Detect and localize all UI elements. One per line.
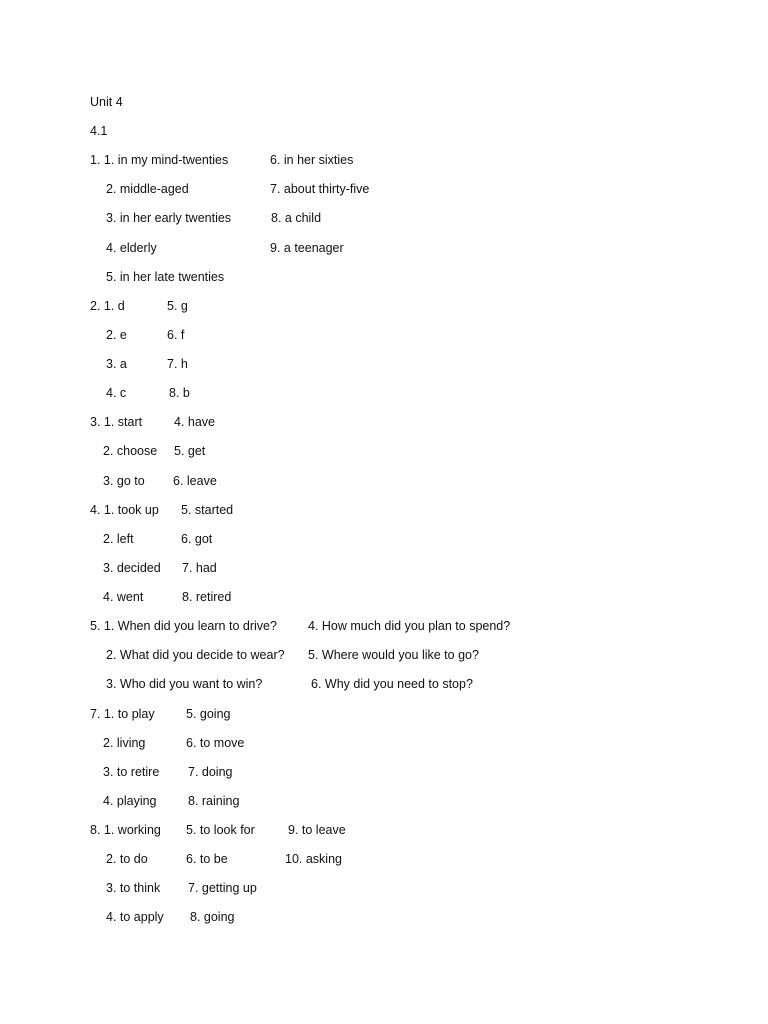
answer-line: 2. left <box>103 532 134 546</box>
answer-line: 8. retired <box>182 590 232 604</box>
answer-line: 4. c <box>106 386 127 400</box>
answer-line: 5. g <box>167 299 188 313</box>
answer-line: 7. 1. to play <box>90 707 155 721</box>
answer-line: 5. Where would you like to go? <box>308 648 479 662</box>
answer-line: 4. playing <box>103 794 157 808</box>
answer-line: 8. a child <box>271 211 322 225</box>
answer-line: 8. going <box>190 910 235 924</box>
answer-line: 4. elderly <box>106 241 157 255</box>
answer-line: 2. choose <box>103 444 158 458</box>
answer-line: 6. leave <box>173 474 217 488</box>
answer-line: 5. started <box>181 503 234 517</box>
answer-line: 8. b <box>169 386 190 400</box>
answer-line: 7. about thirty-five <box>270 182 370 196</box>
answer-line: 3. decided <box>103 561 161 575</box>
unit-title: Unit 4 <box>90 95 123 109</box>
answer-line: 5. 1. When did you learn to drive? <box>90 619 277 633</box>
answer-line: 8. 1. working <box>90 823 161 837</box>
answer-line: 4. 1. took up <box>90 503 159 517</box>
answer-line: 9. to leave <box>288 823 346 837</box>
answer-line: 5. going <box>186 707 231 721</box>
answer-line: 2. 1. d <box>90 299 125 313</box>
answer-line: 10. asking <box>285 852 342 866</box>
answer-line: 2. What did you decide to wear? <box>106 648 285 662</box>
answer-line: 7. h <box>167 357 188 371</box>
answer-line: 4. went <box>103 590 144 604</box>
answer-line: 7. had <box>182 561 217 575</box>
answer-line: 3. go to <box>103 474 145 488</box>
answer-line: 4. How much did you plan to spend? <box>308 619 511 633</box>
answer-line: 3. in her early twenties <box>106 211 232 225</box>
answer-line: 3. to think <box>106 881 161 895</box>
answer-line: 1. 1. in my mind-twenties <box>90 153 229 167</box>
answer-line: 4. have <box>174 415 216 429</box>
answer-line: 2. e <box>106 328 127 342</box>
answer-line: 6. in her sixties <box>270 153 354 167</box>
answer-line: 6. to be <box>186 852 228 866</box>
answer-line: 8. raining <box>188 794 240 808</box>
answer-line: 4. to apply <box>106 910 164 924</box>
answer-line: 3. 1. start <box>90 415 143 429</box>
answer-line: 6. f <box>167 328 185 342</box>
answer-line: 5. to look for <box>186 823 255 837</box>
answer-line: 5. in her late twenties <box>106 270 225 284</box>
answer-line: 2. middle-aged <box>106 182 189 196</box>
answer-line: 6. to move <box>186 736 245 750</box>
answer-line: 7. getting up <box>188 881 257 895</box>
section-number: 4.1 <box>90 124 108 138</box>
answer-line: 2. to do <box>106 852 148 866</box>
answer-line: 3. to retire <box>103 765 160 779</box>
answer-line: 5. get <box>174 444 206 458</box>
answer-line: 3. a <box>106 357 127 371</box>
answer-line: 7. doing <box>188 765 233 779</box>
answer-line: 9. a teenager <box>270 241 344 255</box>
answer-line: 6. got <box>181 532 213 546</box>
answer-line: 3. Who did you want to win? <box>106 677 263 691</box>
answer-line: 6. Why did you need to stop? <box>311 677 473 691</box>
answer-line: 2. living <box>103 736 146 750</box>
